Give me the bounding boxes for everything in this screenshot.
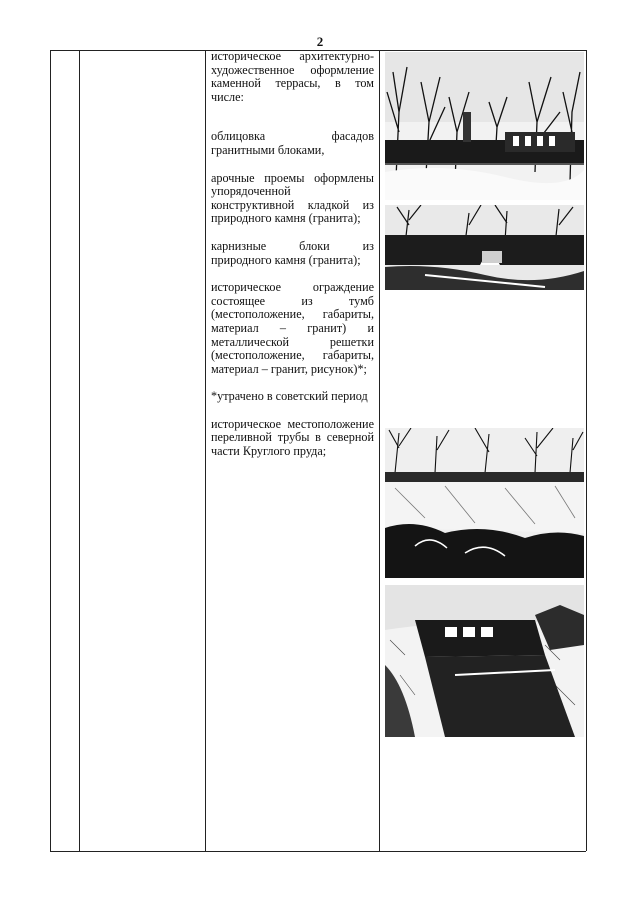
table-bottom-border — [50, 851, 586, 852]
paragraph-terrace: историческое архитектурно-художественное оформление каменной террасы, в том числе: — [211, 49, 374, 104]
paragraph-lost-note: *утрачено в советский период — [211, 389, 368, 404]
table-border-left — [50, 50, 51, 851]
page-number: 2 — [316, 34, 324, 49]
column-divider-3 — [379, 50, 380, 851]
table-border-right — [586, 50, 587, 851]
paragraph-cornice: карнизные блоки из природного камня (гранита); — [211, 238, 374, 267]
photo-overflow-pipe — [385, 585, 584, 737]
column-divider-1 — [79, 50, 80, 851]
paragraph-pipe: историческое местоположение переливной трубы в северной части Круглого пруда; — [211, 416, 374, 459]
photo-stone-wall-pond — [385, 428, 584, 578]
photo-terrace-arches — [385, 205, 584, 290]
photo-terrace-winter — [385, 52, 584, 200]
paragraph-fence: историческое ограждение состоящее из тумб (местоположение, габариты, материал – гранит) и металлической решетки (местоположение, габариты, материал – гранит, рисунок)*; — [211, 280, 374, 376]
description-cell — [211, 50, 374, 473]
column-divider-2 — [205, 50, 206, 851]
paragraph-arches: арочные проемы оформлены упорядоченной конструктивной кладкой из природного камня (гранита); — [211, 170, 374, 226]
paragraph-facade: облицовка фасадов гранитными блоками, — [211, 129, 374, 157]
